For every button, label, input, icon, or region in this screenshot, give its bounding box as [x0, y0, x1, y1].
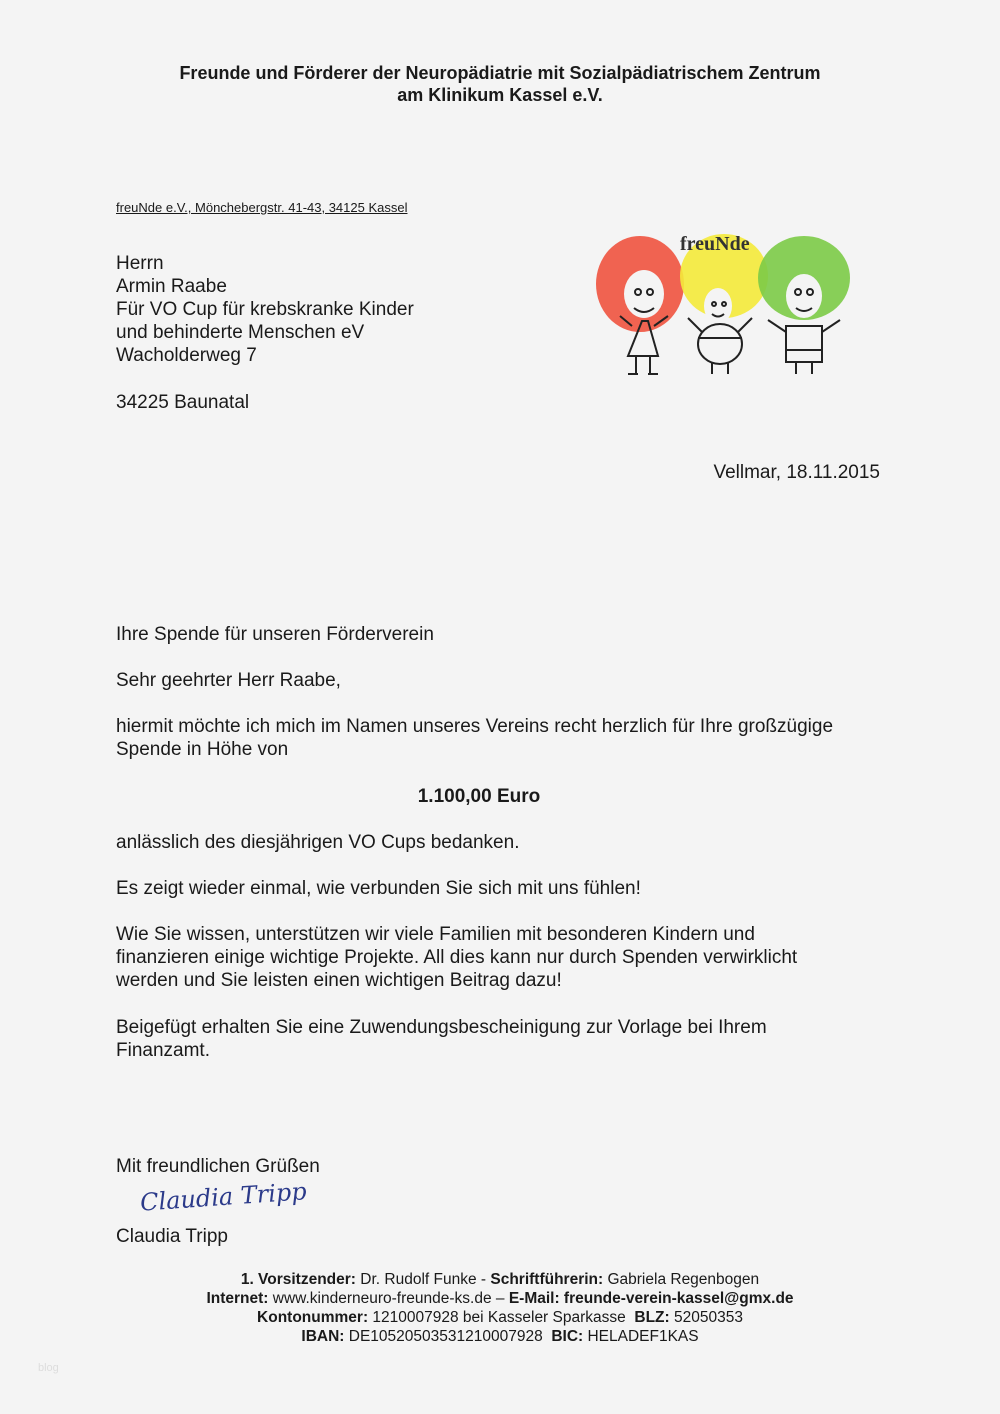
freunde-logo — [592, 226, 854, 386]
recipient-line: Für VO Cup für krebskranke Kinder — [116, 299, 414, 320]
footer-label: Kontonummer: — [257, 1309, 369, 1326]
footer-value: Dr. Rudolf Funke - — [355, 1271, 491, 1288]
text-line: Spende in Höhe von — [116, 739, 289, 760]
footer-label: Schriftführerin: — [490, 1271, 604, 1288]
recipient-city: 34225 Baunatal — [116, 392, 250, 413]
salutation: Sehr geehrter Herr Raabe, — [116, 670, 341, 691]
footer-label: BIC: — [551, 1328, 584, 1345]
footer — [0, 1270, 1000, 1346]
donation-amount: 1.100,00 Euro — [417, 786, 541, 807]
recipient-line: und behinderte Menschen eV — [116, 322, 365, 343]
footer-label: Internet: — [206, 1290, 269, 1307]
recipient-line: Herrn — [116, 253, 164, 274]
signer-name: Claudia Tripp — [116, 1226, 228, 1247]
handwritten-signature: Claudia Tripp — [139, 1177, 308, 1217]
footer-website: www.kinderneuro-freunde-ks.de – — [268, 1290, 509, 1307]
text-line: Finanzamt. — [116, 1040, 210, 1061]
text-line: hiermit möchte ich mich im Namen unseres Vereins recht herzlich für Ihre großzügige — [116, 716, 834, 737]
subject: Ihre Spende für unseren Förderverein — [116, 624, 434, 645]
footer-line-2 — [0, 1289, 1000, 1308]
text-line: werden und Sie leisten einen wichtigen Beitrag dazu! — [116, 970, 562, 991]
text-line: Beigefügt erhalten Sie eine Zuwendungsbescheinigung zur Vorlage bei Ihrem — [116, 1017, 767, 1038]
recipient-line: Armin Raabe — [116, 276, 227, 297]
footer-email: E-Mail: freunde-verein-kassel@gmx.de — [508, 1290, 794, 1307]
recipient-address — [116, 252, 414, 367]
sender-address-line: freuNde e.V., Mönchebergstr. 41-43, 34125 Kassel — [116, 200, 408, 215]
text-line: finanzieren einige wichtige Projekte. All dies kann nur durch Spenden verwirklicht — [116, 947, 798, 968]
footer-value: DE10520503531210007928 — [344, 1328, 552, 1345]
footer-label: 1. Vorsitzender: — [240, 1271, 356, 1288]
letter-date: Vellmar, 18.11.2015 — [713, 462, 880, 483]
footer-value: HELADEF1KAS — [583, 1328, 699, 1345]
organization-header — [0, 62, 1000, 106]
footer-label: IBAN: — [301, 1328, 345, 1345]
paragraph-3: Es zeigt wieder einmal, wie verbunden Sie sich mit uns fühlen! — [116, 878, 641, 899]
paragraph-5 — [116, 1016, 767, 1062]
paragraph-1 — [116, 715, 833, 761]
paragraph-4 — [116, 923, 797, 992]
logo-wordmark: freuNde — [680, 233, 750, 255]
footer-value: Gabriela Regenbogen — [603, 1271, 760, 1288]
footer-value: 1210007928 bei Kasseler Sparkasse — [368, 1309, 635, 1326]
closing: Mit freundlichen Grüßen — [116, 1156, 320, 1177]
footer-value: 52050353 — [669, 1309, 743, 1326]
text-line: Wie Sie wissen, unterstützen wir viele Familien mit besonderen Kindern und — [116, 924, 755, 945]
recipient-line: Wacholderweg 7 — [116, 345, 257, 366]
header-line-1: Freunde und Förderer der Neuropädiatrie mit Sozialpädiatrischem Zentrum — [179, 63, 821, 83]
footer-label: BLZ: — [634, 1309, 670, 1326]
footer-line-1 — [0, 1270, 1000, 1289]
paragraph-2: anlässlich des diesjährigen VO Cups bedanken. — [116, 832, 520, 853]
header-line-2: am Klinikum Kassel e.V. — [397, 85, 603, 105]
footer-line-3 — [0, 1308, 1000, 1327]
footer-line-4 — [0, 1327, 1000, 1346]
watermark: blog — [38, 1362, 59, 1374]
